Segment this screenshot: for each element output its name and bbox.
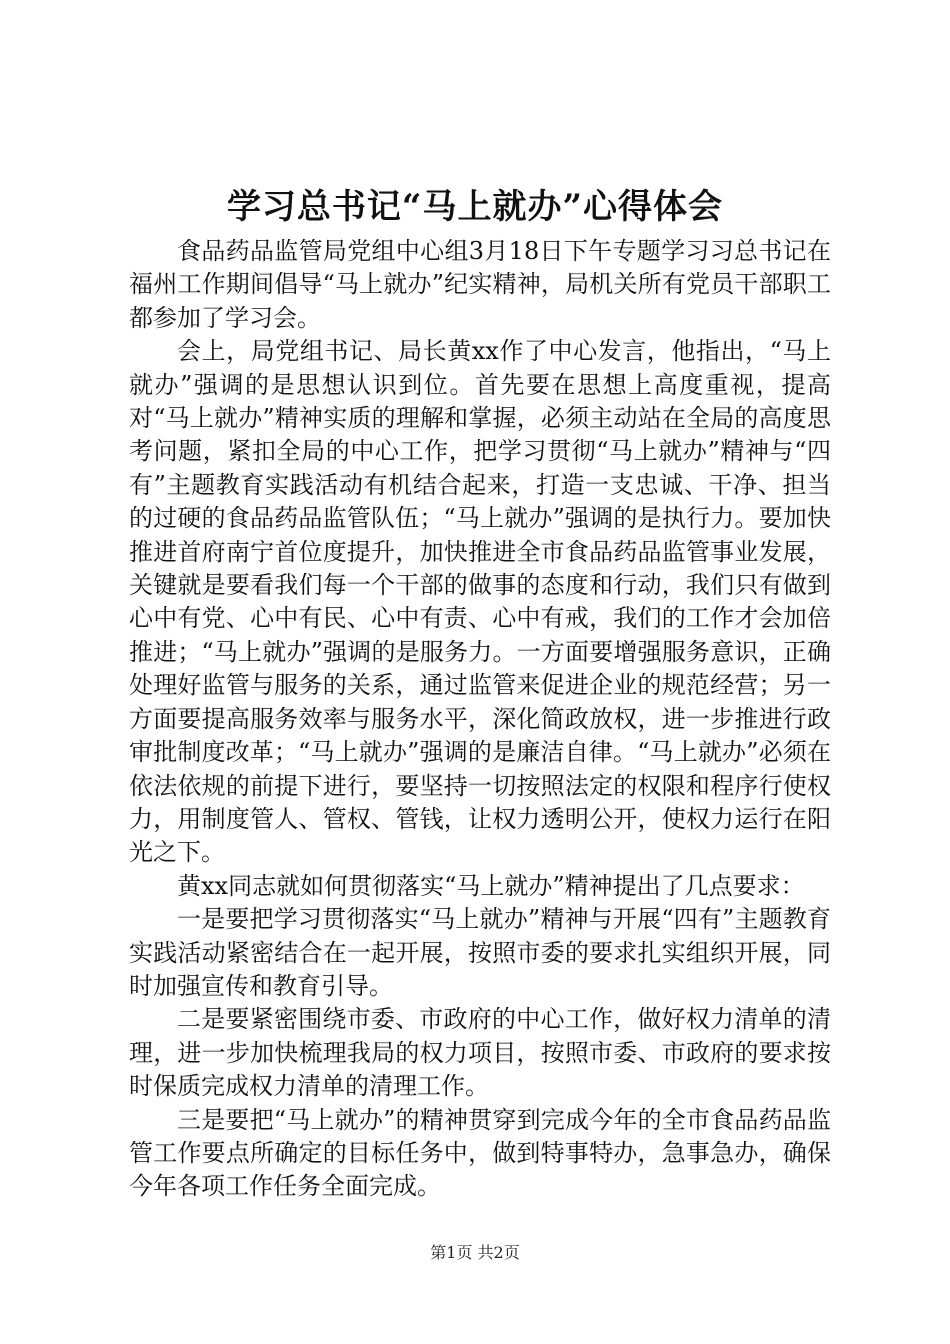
paragraph-4: 一是要把学习贯彻落实“马上就办”精神与开展“四有”主题教育实践活动紧密结合在一起开展，按照市委的要求扎实组织开展，同时加强宣传和教育引导。 (129, 905, 831, 1000)
paragraph-5: 二是要紧密围绕市委、市政府的中心工作，做好权力清单的清理，进一步加快梳理我局的权力项目，按照市委、市政府的要求按时保质完成权力清单的清理工作。 (129, 1005, 831, 1101)
page-footer: 第1页 共2页 (430, 1243, 520, 1262)
document-title: 学习总书记“马上就办”心得体会 (226, 187, 724, 227)
paragraph-1: 食品药品监管局党组中心组3月18日下午专题学习习总书记在福州工作期间倡导“马上就办”纪实精神，局机关所有党员干部职工都参加了学习会。 (129, 237, 831, 332)
paragraph-6: 三是要把“马上就办”的精神贯穿到完成今年的全市食品药品监管工作要点所确定的目标任务中，做到特事特办，急事急办，确保今年各项工作任务全面完成。 (129, 1105, 831, 1201)
document-body (129, 235, 831, 1204)
paragraph-3: 黄xx同志就如何贯彻落实“马上就办”精神提出了几点要求： (177, 871, 805, 900)
paragraph-2: 会上，局党组书记、局长黄xx作了中心发言，他指出，“马上就办”强调的是思想认识到位。首先要在思想上高度重视，提高对“马上就办”精神实质的理解和掌握，必须主动站在全局的高度思考问题，紧扣全局的中心工作，把学习贯彻“马上就办”精神与“四有”主题教育实践活动有机结合起来，打造一支忠诚、干净、担当的过硬的食品药品监管队伍；“马上就办”强调的是执行力。要加快推进首府南宁首位度提升，加快推进全市食品药品监管事业发展，关键就是要看我们每一个干部的做事的态度和行动，我们只有做到心中有党、心中有民、心中有责、心中有戒，我们的工作才会加倍推进；“马上就办”强调的是服务力。一方面要增强服务意识，正确处理好监管与服务的关系，通过监管来促进企业的规范经营；另一方面要提高服务效率与服务水平，深化简政放权，进一步推进行政审批制度改革；“马上就办”强调的是廉洁自律。“马上就办”必须在依法依规的前提下进行，要坚持一切按照法定的权限和程序行使权力，用制度管人、管权、管钱，让权力透明公开，使权力运行在阳光之下。 (129, 337, 831, 867)
